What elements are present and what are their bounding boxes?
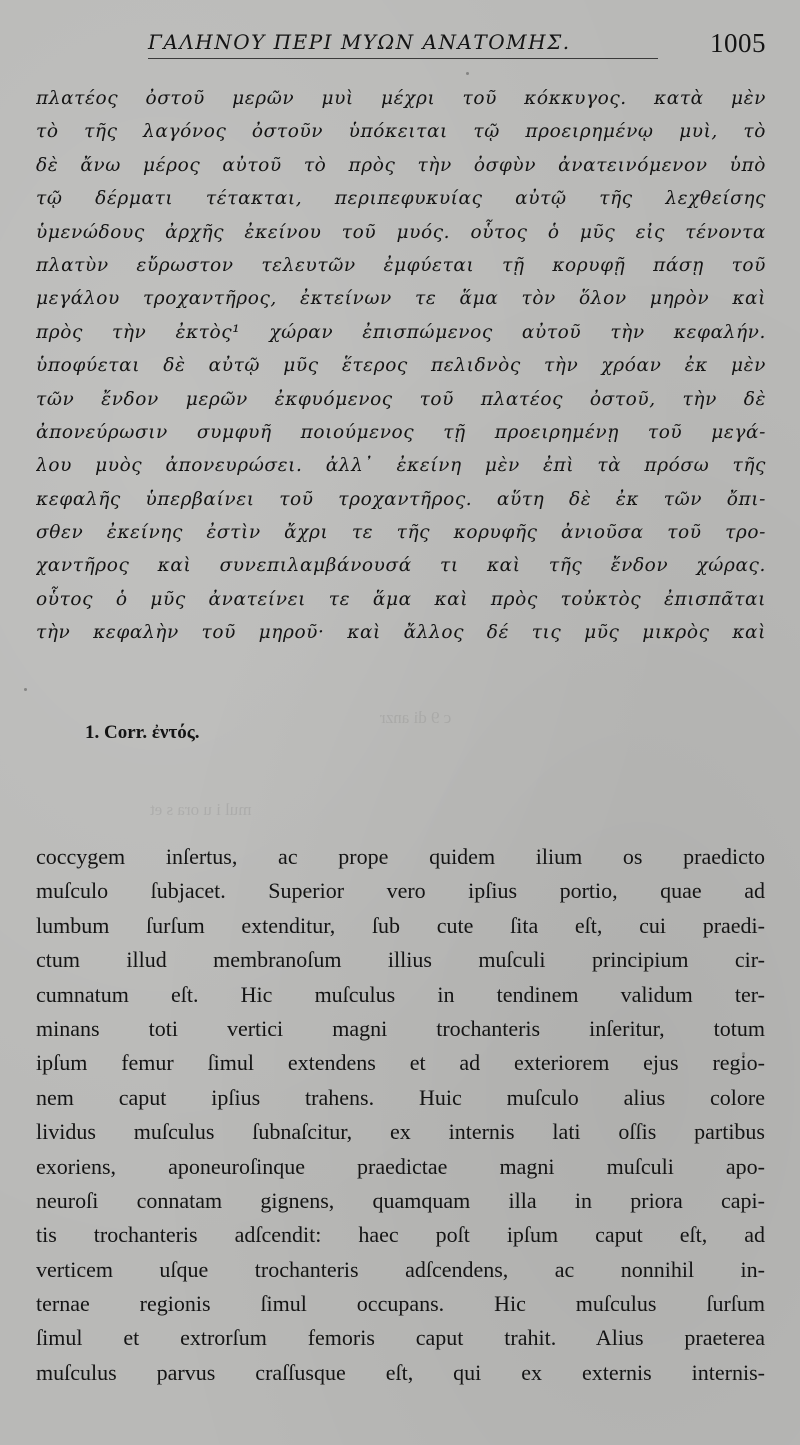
- latin-line: verticem uſque trochanteris adſcendens, ac nonnihil in-: [36, 1256, 765, 1282]
- latin-line: coccygem inſertus, ac prope quidem ilium os praedicto: [36, 844, 765, 869]
- greek-line: ἀπονεύρωσιν συμφυῆ ποιούμενος τῇ προειρημένῃ τοῦ μεγά-: [36, 421, 766, 443]
- greek-text-block: [36, 82, 766, 650]
- latin-line: ſimul et extrorſum femoris caput trahit. Alius praeterea: [36, 1325, 765, 1351]
- greek-line: ὑμενώδους ἀρχῆς ἐκείνου τοῦ μυός. οὗτος ὁ μῦς εἰς τένοντα: [36, 221, 766, 243]
- greek-line: κεφαλῆς ὑπερβαίνει τοῦ τροχαντῆρος. αὕτη δὲ ἐκ τῶν ὄπι-: [36, 488, 766, 510]
- running-title: ΓΑΛΗΝΟΥ ΠΕΡΙ ΜΥΩΝ ΑΝΑΤΟΜΗΣ.: [148, 30, 571, 54]
- greek-line: μεγάλου τροχαντῆρος, ἐκτείνων τε ἅμα τὸν ὅλον μηρὸν καὶ: [36, 288, 766, 310]
- greek-line: πλατέος ὀστοῦ μερῶν μυὶ μέχρι τοῦ κόκκυγος. κατὰ μὲν: [36, 88, 766, 109]
- latin-line: cumnatum eſt. Hic muſculus in tendinem validum ter-: [36, 981, 765, 1007]
- bleed-through-text: mul i u ora s et: [150, 800, 252, 819]
- latin-line: tis trochanteris adſcendit: haec poſt ipſum caput eſt, ad: [36, 1222, 765, 1248]
- latin-line: nem caput ipſius trahens. Huic muſculo alius colore: [36, 1084, 765, 1110]
- greek-line: δὲ ἄνω μέρος αὐτοῦ τὸ πρὸς τὴν ὀσφὺν ἀνατεινόμενον ὑπὸ: [36, 154, 766, 176]
- latin-line: ternae regionis ſimul occupans. Hic muſculus ſurſum: [36, 1291, 765, 1317]
- latin-line: exoriens, aponeuroſinque praedictae magni muſculi apo-: [36, 1153, 765, 1179]
- latin-line: lumbum ſurſum extenditur, ſub cute ſita eſt, cui praedi-: [36, 912, 765, 938]
- latin-line: lividus muſculus ſubnaſcitur, ex internis lati oſſis partibus: [36, 1119, 765, 1145]
- latin-line: ipſum femur ſimul extendens et ad exteriorem ejus regio-: [36, 1050, 765, 1076]
- greek-line: τὸ τῆς λαγόνος ὀστοῦν ὑπόκειται τῷ προειρημένῳ μυὶ, τὸ: [36, 121, 766, 143]
- latin-line: minans toti vertici magni trochanteris inſeritur, totum: [36, 1015, 765, 1041]
- greek-line: ὑποφύεται δὲ αὐτῷ μῦς ἕτερος πελιδνὸς τὴν χρόαν ἐκ μὲν: [36, 355, 766, 377]
- latin-line: muſculus parvus craſſusque eſt, qui ex externis internis-: [36, 1359, 765, 1385]
- paper-speck: [742, 1052, 745, 1055]
- bleed-through-text: c 9 di anzr: [380, 708, 452, 727]
- greek-line: λου μυὸς ἀπονευρώσει. ἀλλ᾽ ἐκείνη μὲν ἐπὶ τὰ πρόσω τῆς: [36, 455, 766, 477]
- footnote: 1. Corr. ἐντός.: [85, 722, 200, 743]
- greek-line: σθεν ἐκείνης ἐστὶν ἄχρι τε τῆς κορυφῆς ἀνιοῦσα τοῦ τρο-: [36, 522, 766, 544]
- latin-line: neuroſi connatam gignens, quamquam illa in priora capi-: [36, 1187, 765, 1213]
- latin-line: muſculo ſubjacet. Superior vero ipſius portio, quae ad: [36, 878, 765, 904]
- greek-line: τὴν κεφαλὴν τοῦ μηροῦ· καὶ ἄλλος δέ τις μῦς μικρὸς καὶ: [36, 622, 766, 644]
- greek-line: τῶν ἔνδον μερῶν ἐκφυόμενος τοῦ πλατέος ὀστοῦ, τὴν δὲ: [36, 388, 766, 410]
- paper-speck: [24, 688, 27, 691]
- latin-line: ctum illud membranoſum illius muſculi principium cir-: [36, 947, 765, 973]
- paper-speck: [466, 72, 469, 75]
- page-header: [36, 28, 766, 62]
- greek-line: χαντῆρος καὶ συνεπιλαμβάνουσά τι καὶ τῆς ἔνδον χώρας.: [36, 555, 766, 577]
- greek-line: πρὸς τὴν ἐκτὸς¹ χώραν ἐπισπώμενος αὐτοῦ τὴν κεφαλήν.: [36, 321, 766, 343]
- page-number: 1005: [710, 28, 766, 58]
- header-rule: [148, 58, 658, 59]
- greek-line: οὗτος ὁ μῦς ἀνατείνει τε ἅμα καὶ πρὸς τοὐκτὸς ἐπισπᾶται: [36, 588, 766, 610]
- greek-line: τῷ δέρματι τέτακται, περιπεφυκυίας αὐτῷ τῆς λεχθείσης: [36, 188, 766, 210]
- latin-text-block: [36, 840, 765, 1390]
- greek-line: πλατὺν εὔρωστον τελευτῶν ἐμφύεται τῇ κορυφῇ πάσῃ τοῦ: [36, 254, 766, 276]
